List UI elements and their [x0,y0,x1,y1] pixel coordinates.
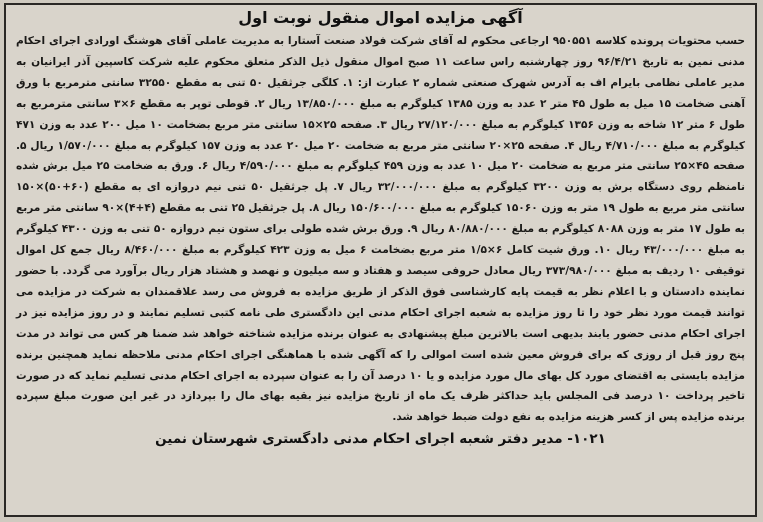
auction-notice [4,3,757,517]
notice-title: آگهی مزایده اموال منقول نوبت اول [238,8,523,27]
notice-signature: ۱۰۲۱- مدیر دفتر شعبه اجرای احکام مدنی دادگستری شهرستان نمین [155,431,606,448]
notice-body: حسب محتویات پرونده کلاسه ۹۵۰۵۵۱ ارجاعی محکوم له آقای شرکت فولاد صنعت آستارا به مدیریت عاملی آقای هوشنگ اورادی اجرای احکام مدنی نمین به تاریخ ۹۶/۴/۲۱ روز چهارشنبه راس ساعت ۱۱ صبح اموال منقول ذیل الذکر متعلق محکوم علیه شرکت کاسپین آذر ایرانیان به مدیر عاملی نظامی بایرام اف به آدرس شهرک صنعتی شماره ۲ عبارت از: ۱. کلگی جرثقیل ۵۰ تنی به مقطع ۳۲۵۵۰ سانتی مترمربع با ورق آهنی ضخامت ۱۵ میل به طول ۴۵ متر ۲ عدد به وزن ۱۳۸۵ کیلوگرم به مبلغ ۱۳/۸۵۰/۰۰۰ ریال ۲. قوطی توپر به مقطع ۶×۳ سانتی مترمربع به طول ۶ متر ۱۲ شاخه به وزن ۱۳۵۶ کیلوگرم به مبلغ ۲۷/۱۲۰/۰۰۰ ریال ۳. صفحه ۲۵×۱۵ سانتی متر مربع بضخامت ۱۰ میل ۲۰۰ عدد به وزن ۴۷۱ کیلوگرم به مبلغ ۴/۷۱۰/۰۰۰ ریال ۴. صفحه ۲۵×۲۰ سانتی متر مربع به ضخامت ۲۰ میل ۲۰ عدد به وزن ۱۵۷ کیلوگرم به مبلغ ۱/۵۷۰/۰۰۰ ریال ۵. صفحه ۴۵×۲۵ سانتی متر مربع به ضخامت ۲۰ میل ۱۰ عدد به وزن ۴۵۹ کیلوگرم به مبلغ ۴/۵۹۰/۰۰۰ ریال ۶. ورق به ضخامت ۲۵ میل برش شده نامنظم روی دستگاه برش به وزن ۳۲۰۰ کیلوگرم به مبلغ ۳۲/۰۰۰/۰۰۰ ریال ۷. پل جرثقیل ۵۰ تنی نیم دروازه ای به مقطع (۶۰+۵۰)×۱۵۰ سانتی متر مربع به طول ۱۹ متر به وزن ۱۵۰۶۰ کیلوگرم به مبلغ ۱۵۰/۶۰۰/۰۰۰ ریال ۸. پل جرثقیل ۲۵ تنی به مقطع (۴+۴)×۹۰ سانتی متر مربع به طول ۱۷ متر به وزن ۸۰۸۸ کیلوگرم به مبلغ ۸۰/۸۸۰/۰۰۰ ریال ۹. ورق برش شده طولی برای ستون نیم دروازه ۵۰ تنی به وزن ۴۳۰۰ کیلوگرم به مبلغ ۴۳/۰۰۰/۰۰۰ ریال ۱۰. ورق شیت کامل ۶×۱/۵ متر مربع بضخامت ۶ میل به وزن ۴۲۳ کیلوگرم به مبلغ ۸/۴۶۰/۰۰۰ ریال جمع کل اموال توقیفی ۱۰ ردیف به مبلغ ۳۷۳/۹۸۰/۰۰۰ ریال معادل حروفی سیصد و هفتاد و سه میلیون و نهصد و هشتاد هزار ریال برآورد می گردد. با حضور نماینده دادستان و با اعلام نظر به قیمت پایه کارشناسی فوق الذکر از طریق مزایده به فروش می رسد علاقمندان به شرکت در مزایده می توانند قیمت مورد نظر خود را تا روز مزایده به شعبه اجرای احکام مدنی این دادگستری طی نامه کتبی تسلیم نمایند و در روز مزایده نیز در اجرای احکام مدنی حضور یابند بدیهی است بالاترین مبلغ پیشنهادی به عنوان برنده مزایده شناخته خواهد شد ضمنا هر کس می تواند در مدت پنج روز قبل از روزی که برای فروش معین شده است اموالی را که آگهی شده با هماهنگی اجرای احکام مدنی ملاحظه نماید همچنین برنده مزایده بایستی به اقتضای مورد کل بهای مال مورد مزایده و یا ۱۰ درصد آن را به عنوان سپرده به اجرای احکام مدنی تسلیم نماید که در صورت تاخیر پرداخت ۱۰ درصد فی المجلس باید حداکثر ظرف یک ماه از تاریخ مزایده نیز بقیه بهای مال را بپردازد در غیر این صورت مبلغ سپرده برنده مزایده پس از کسر هزینه مزایده به نفع دولت ضبط خواهد شد. [16,35,745,424]
